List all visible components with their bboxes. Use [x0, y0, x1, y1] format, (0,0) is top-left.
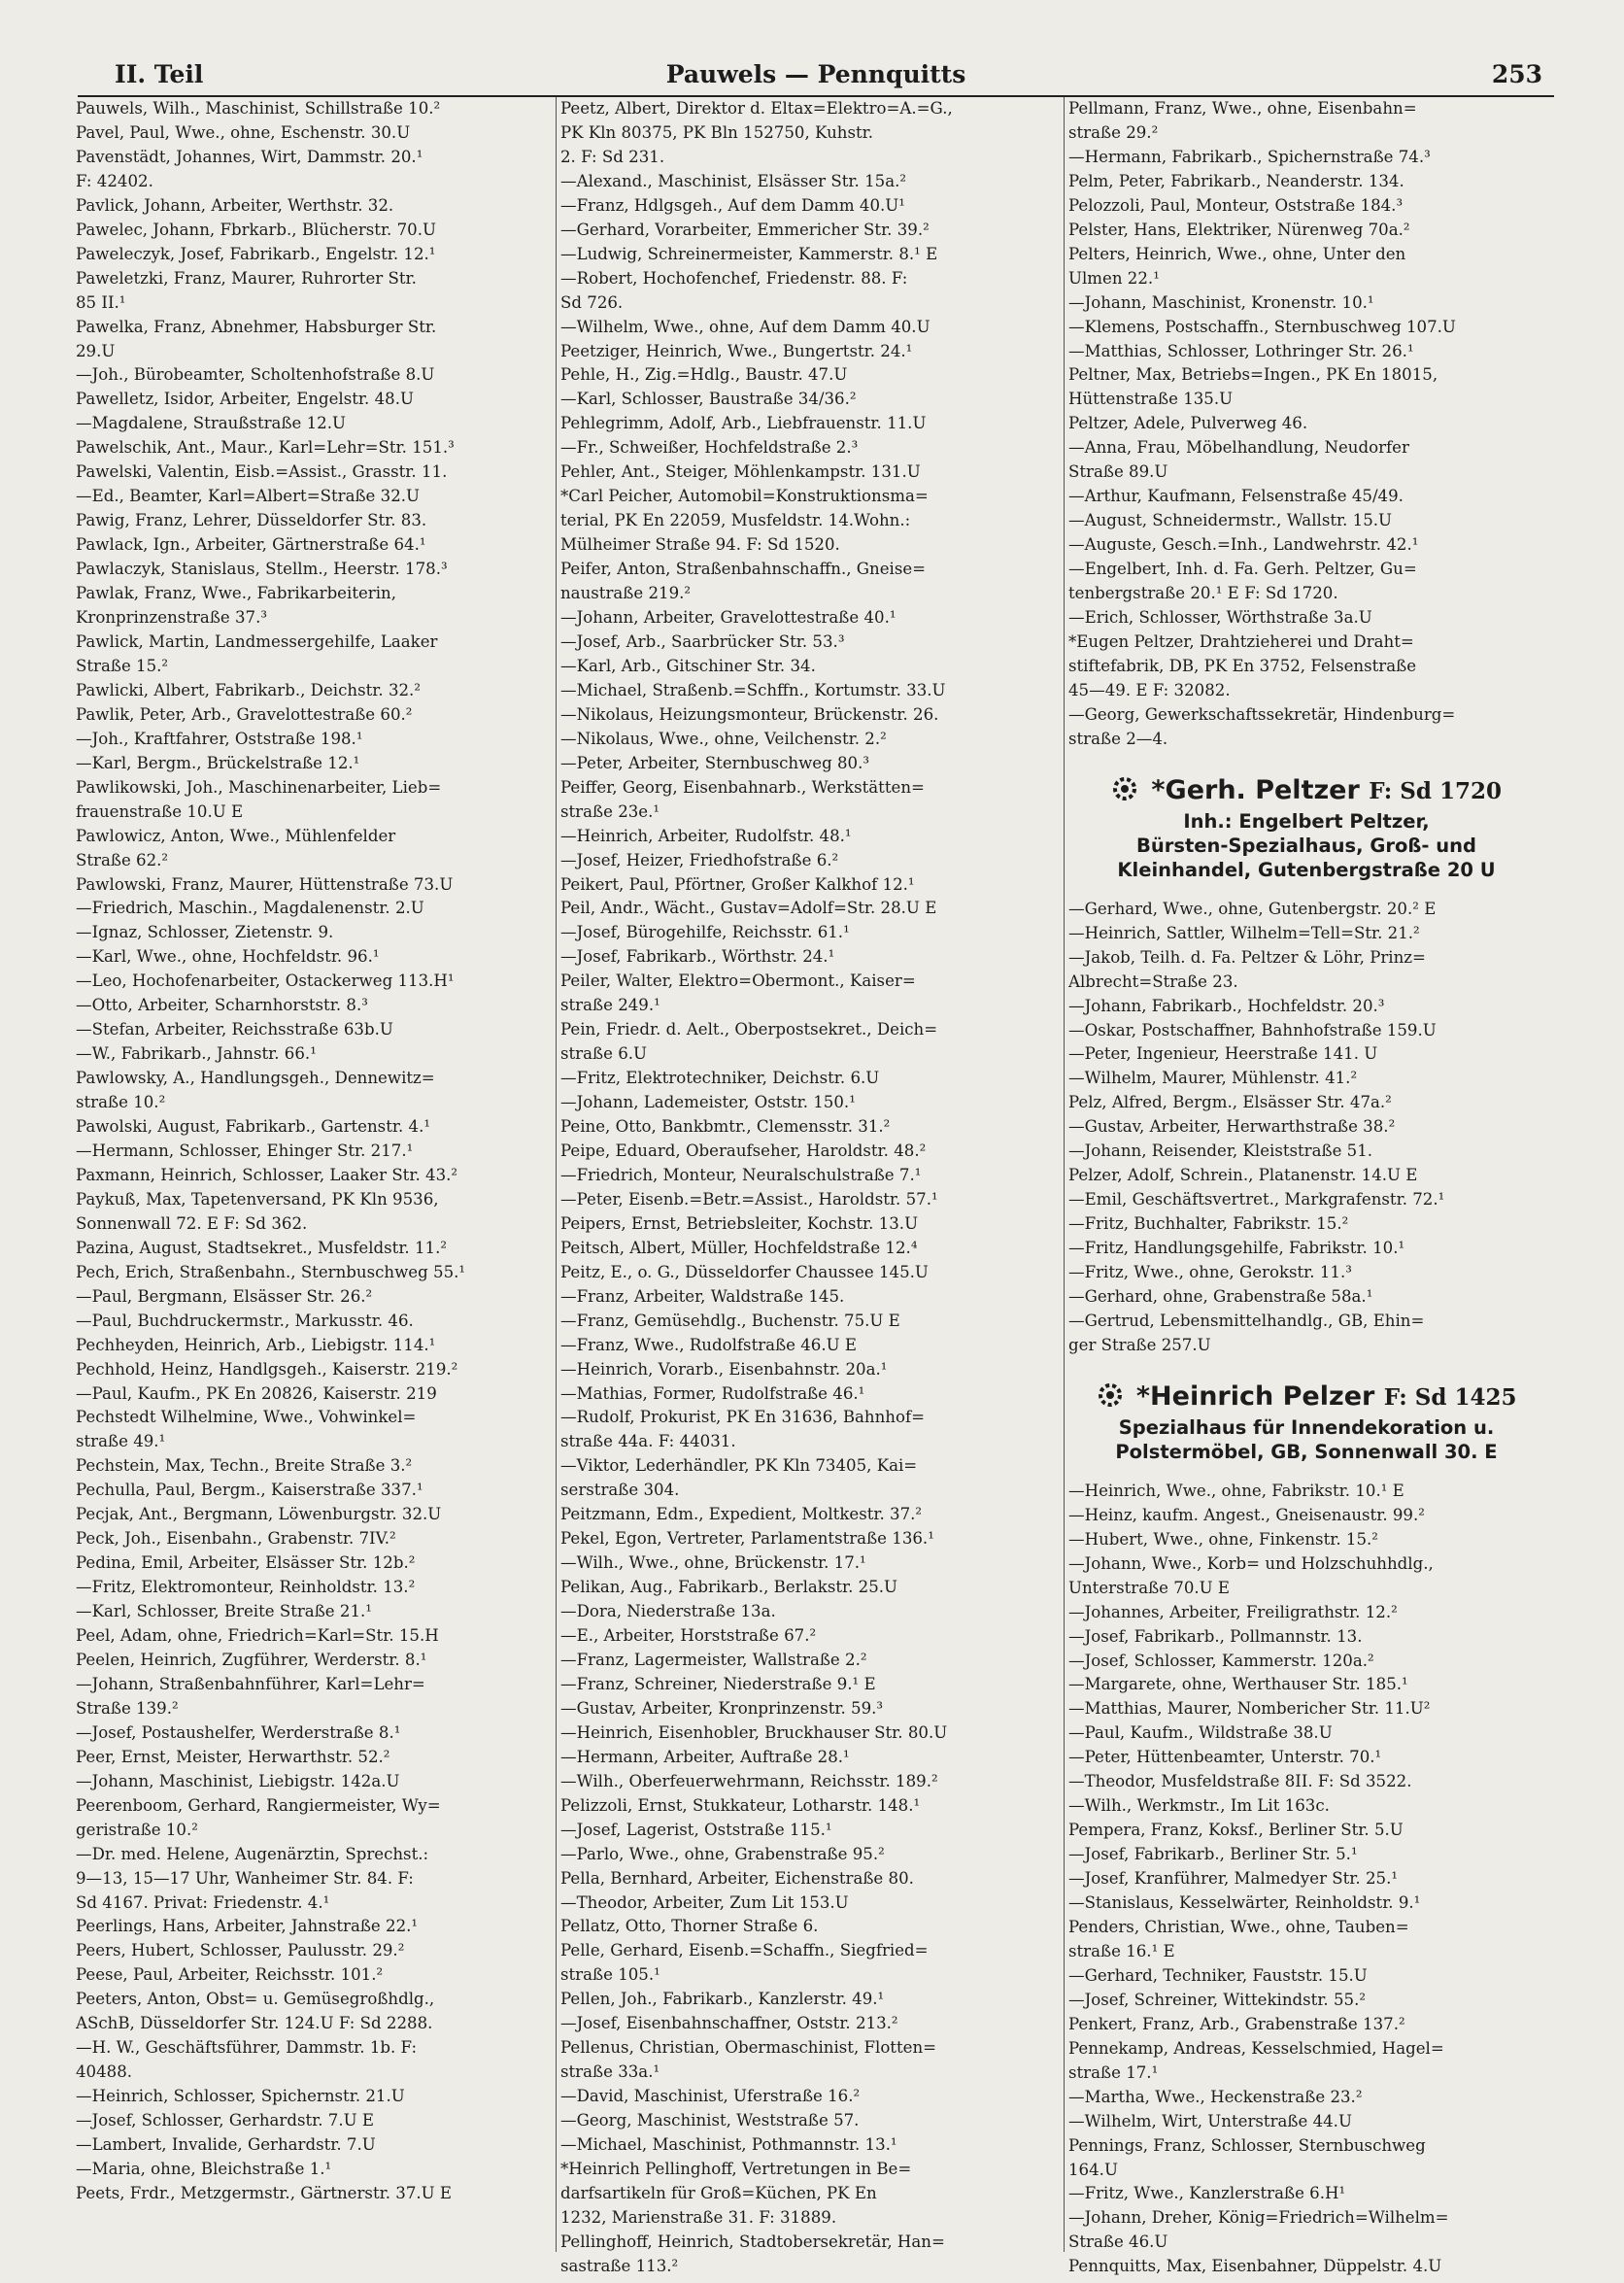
directory-entry-line: —Arthur, Kaufmann, Felsenstraße 45/49.	[1068, 487, 1404, 506]
directory-entry-line: —Heinz, kaufm. Angest., Gneisenaustr. 99.²	[1068, 1505, 1425, 1524]
directory-entry-line: Pechheyden, Heinrich, Arb., Liebigstr. 114.¹	[76, 1335, 436, 1354]
directory-entry-line: —Gustav, Arbeiter, Kronprinzenstr. 59.³	[560, 1698, 884, 1718]
directory-entry-line: —Josef, Schlosser, Kammerstr. 120a.²	[1068, 1651, 1374, 1670]
directory-entry-line: —Mathias, Former, Rudolfstraße 46.¹	[560, 1383, 865, 1403]
column-1	[76, 97, 552, 2206]
directory-entry-line: —Fritz, Elektrotechniker, Deichstr. 6.U	[560, 1069, 880, 1088]
directory-entry-line: 1232, Marienstraße 31. F: 31889.	[560, 2207, 837, 2227]
directory-entry-line: Unterstraße 70.U E	[1068, 1578, 1231, 1597]
directory-entry-line: Peck, Joh., Eisenbahn., Grabenstr. 7IV.²	[76, 1529, 396, 1549]
directory-entry-line: —Heinrich, Wwe., ohne, Fabrikstr. 10.¹ E	[1068, 1481, 1404, 1500]
ad-company-name: *Gerh. Peltzer	[1151, 774, 1360, 805]
directory-entry-line: —Theodor, Arbeiter, Zum Lit 153.U	[560, 1892, 849, 1912]
directory-entry-line: Peltner, Max, Betriebs=Ingen., PK En 18015,	[1068, 365, 1438, 385]
directory-entry-line: Pellatz, Otto, Thorner Straße 6.	[560, 1917, 819, 1936]
directory-entry-line: Pech, Erich, Straßenbahn., Sternbuschweg 55.¹	[76, 1262, 466, 1281]
directory-entry-line: —Johann, Fabrikarb., Hochfeldstr. 20.³	[1068, 996, 1385, 1015]
directory-entry-line: —Johann, Wwe., Korb= und Holzschuhhdlg.,	[1068, 1553, 1434, 1573]
directory-entry-line: straße 17.¹	[1068, 2062, 1159, 2082]
directory-entry-line: 85 II.¹	[76, 292, 126, 312]
directory-entry-line: PK Kln 80375, PK Bln 152750, Kuhstr.	[560, 122, 874, 142]
directory-entry-line: Pellinghoff, Heinrich, Stadtobersekretär, Han=	[560, 2232, 945, 2251]
directory-entry-line: —Johann, Reisender, Kleiststraße 51.	[1068, 1142, 1373, 1161]
directory-entry-line: —Johannes, Arbeiter, Freiligrathstr. 12.²	[1068, 1602, 1398, 1621]
directory-entry-line: Pecjak, Ant., Bergmann, Löwenburgstr. 32.U	[76, 1505, 442, 1524]
directory-entry-line: Paweleczyk, Josef, Fabrikarb., Engelstr. 12.¹	[76, 244, 436, 263]
directory-entry-line: —Joh., Kraftfahrer, Oststraße 198.¹	[76, 729, 363, 748]
directory-entry-line: Peltzer, Adele, Pulverweg 46.	[1068, 414, 1308, 433]
directory-entry-line: 29.U	[76, 341, 116, 360]
directory-entry-line: —Matthias, Maurer, Nombericher Str. 11.U²	[1068, 1699, 1431, 1719]
directory-entry-line: Penders, Christian, Wwe., ohne, Tauben=	[1068, 1918, 1409, 1936]
seal-icon	[1111, 775, 1138, 802]
directory-entry-line: —Josef, Lagerist, Oststraße 115.¹	[560, 1820, 832, 1839]
directory-entry-line: —Hermann, Schlosser, Ehinger Str. 217.¹	[76, 1141, 414, 1160]
directory-entry-line: —Peter, Eisenb.=Betr.=Assist., Haroldstr. 57.¹	[560, 1189, 938, 1209]
directory-entry-line: —Gustav, Arbeiter, Herwarthstraße 38.²	[1068, 1117, 1396, 1137]
directory-entry-line: Straße 89.U	[1068, 462, 1168, 482]
directory-entry-line: Pelle, Gerhard, Eisenb.=Schaffn., Siegfried=	[560, 1941, 929, 1960]
directory-entry-line: —Josef, Kranführer, Malmedyer Str. 25.¹	[1068, 1869, 1399, 1889]
directory-entry-line: *Heinrich Pellinghoff, Vertretungen in Be=	[560, 2160, 912, 2179]
directory-entry-line: —Wilh., Werkmstr., Im Lit 163c.	[1068, 1796, 1330, 1816]
directory-entry-line: —Engelbert, Inh. d. Fa. Gerh. Peltzer, Gu=	[1068, 560, 1417, 579]
directory-entry-line: —Johann, Lademeister, Oststr. 150.¹	[560, 1093, 856, 1112]
directory-entry-line: 164.U	[1068, 2160, 1118, 2179]
directory-entry-line: —Friedrich, Maschin., Magdalenenstr. 2.U	[76, 899, 424, 918]
directory-entry-line: —Wilh., Oberfeuerwehrmann, Reichsstr. 189.²	[560, 1771, 938, 1790]
directory-entry-line: straße 33a.¹	[560, 2062, 660, 2082]
directory-entry-line: —W., Fabrikarb., Jahnstr. 66.¹	[76, 1044, 317, 1064]
directory-entry-line: 2. F: Sd 231.	[560, 147, 665, 166]
directory-entry-line: —Peter, Ingenieur, Heerstraße 141. U	[1068, 1044, 1378, 1064]
directory-entry-line: Pelster, Hans, Elektriker, Nürenweg 70a.²	[1068, 220, 1410, 239]
directory-entry-line: —Heinrich, Schlosser, Spichernstr. 21.U	[76, 2087, 405, 2106]
directory-entry-line: Pellen, Joh., Fabrikarb., Kanzlerstr. 49.¹	[560, 1990, 885, 2009]
directory-entry-line: —Franz, Lagermeister, Wallstraße 2.²	[560, 1651, 867, 1669]
directory-entry-line: Peikert, Paul, Pförtner, Großer Kalkhof 12.¹	[560, 874, 915, 894]
directory-entry-line: Pelizzoli, Ernst, Stukkateur, Lotharstr. 148.¹	[560, 1795, 921, 1815]
directory-entry-line: Pellenus, Christian, Obermaschinist, Flotten=	[560, 2038, 937, 2058]
directory-entry-line: Sd 4167. Privat: Friedenstr. 4.¹	[76, 1892, 330, 1912]
directory-entry-line: Peerlings, Hans, Arbeiter, Jahnstraße 22.¹	[76, 1917, 419, 1936]
directory-entry-line: —Gerhard, Techniker, Fauststr. 15.U	[1068, 1965, 1368, 1985]
directory-entry-line: straße 105.¹	[560, 1965, 660, 1985]
directory-entry-line: terial, PK En 22059, Musfeldstr. 14.Wohn.:	[560, 511, 911, 530]
directory-entry-line: —Alexand., Maschinist, Elsässer Str. 15a.²	[560, 171, 907, 190]
directory-entry-line: —Friedrich, Monteur, Neuralschulstraße 7.¹	[560, 1165, 922, 1184]
directory-entry-line: Pawig, Franz, Lehrer, Düsseldorfer Str. 83.	[76, 511, 427, 530]
directory-entry-line: —Georg, Maschinist, Weststraße 57.	[560, 2111, 860, 2130]
directory-entry-line: straße 6.U	[560, 1044, 648, 1064]
directory-entry-line: stiftefabrik, DB, PK En 3752, Felsenstraße	[1068, 656, 1417, 675]
directory-entry-line: —Michael, Maschinist, Pothmannstr. 13.¹	[560, 2135, 897, 2155]
directory-entry-line: —Hermann, Arbeiter, Auftraße 28.¹	[560, 1747, 850, 1766]
directory-entry-line: —Margarete, ohne, Werthauser Str. 185.¹	[1068, 1675, 1408, 1694]
directory-entry-line: Peipe, Eduard, Oberaufseher, Haroldstr. 48.²	[560, 1141, 927, 1160]
directory-entry-line: —Heinrich, Vorarb., Eisenbahnstr. 20a.¹	[560, 1359, 888, 1379]
directory-entry-line: Peiffer, Georg, Eisenbahnarb., Werkstätten=	[560, 777, 925, 797]
directory-entry-line: Sd 726.	[560, 292, 624, 312]
directory-entry-line: —Karl, Bergm., Brückelstraße 12.¹	[76, 753, 360, 772]
directory-entry-line: —Klemens, Postschaffn., Sternbuschweg 107.U	[1068, 317, 1456, 336]
directory-entry-line: —Nikolaus, Heizungsmonteur, Brückenstr. 26.	[560, 704, 939, 724]
directory-entry-line: sastraße 113.²	[560, 2256, 679, 2275]
directory-entry-line: Peil, Andr., Wächt., Gustav=Adolf=Str. 28.U E	[560, 899, 937, 918]
column-2	[560, 97, 1036, 2279]
directory-entry-line: Pellmann, Franz, Wwe., ohne, Eisenbahn=	[1068, 99, 1417, 118]
directory-entry-line: —Franz, Wwe., Rudolfstraße 46.U E	[560, 1335, 858, 1354]
directory-entry-line: —Josef, Schreiner, Wittekindstr. 55.²	[1068, 1990, 1367, 2009]
directory-entry-line: Pawelka, Franz, Abnehmer, Habsburger Str.	[76, 317, 437, 336]
directory-entry-line: —Peter, Hüttenbeamter, Unterstr. 70.¹	[1068, 1748, 1382, 1767]
directory-entry-line: Pechstein, Max, Techn., Breite Straße 3.²	[76, 1456, 413, 1476]
page-header	[78, 60, 1554, 97]
directory-entry-line: Pennings, Franz, Schlosser, Sternbuschweg	[1068, 2135, 1426, 2155]
directory-entry-line: —Joh., Bürobeamter, Scholtenhofstraße 8.U	[76, 365, 435, 385]
directory-entry-line: —Gerhard, Wwe., ohne, Gutenbergstr. 20.² E	[1068, 899, 1437, 918]
directory-entry-line: Peiler, Walter, Elektro=Obermont., Kaiser=	[560, 971, 916, 991]
directory-entry-line: geristraße 10.²	[76, 1820, 198, 1839]
directory-entry-line: tenbergstraße 20.¹ E F: Sd 1720.	[1068, 584, 1338, 603]
column-divider	[556, 97, 557, 2252]
directory-entry-line: Pechstedt Wilhelmine, Wwe., Vohwinkel=	[76, 1408, 417, 1427]
directory-entry-line: Pavel, Paul, Wwe., ohne, Eschenstr. 30.U	[76, 122, 411, 142]
directory-entry-line: Penkert, Franz, Arb., Grabenstraße 137.²	[1068, 2014, 1405, 2033]
directory-entry-line: —Paul, Kaufm., Wildstraße 38.U	[1068, 1723, 1333, 1743]
directory-entry-line: Pauwels, Wilh., Maschinist, Schillstraße 10.²	[76, 99, 441, 118]
directory-entry-line: Pawlik, Peter, Arb., Gravelottestraße 60.²	[76, 704, 413, 724]
directory-entry-line: —Otto, Arbeiter, Scharnhorststr. 8.³	[76, 996, 368, 1015]
seal-icon	[1097, 1381, 1124, 1409]
directory-entry-line: straße 2—4.	[1068, 729, 1168, 748]
directory-entry-line: Mülheimer Straße 94. F: Sd 1520.	[560, 535, 840, 555]
ad-text-line: Inh.: Engelbert Peltzer,	[1183, 809, 1430, 833]
directory-entry-line: Peifer, Anton, Straßenbahnschaffn., Gneise=	[560, 560, 927, 579]
directory-entry-line: Pelzer, Adolf, Schrein., Platanenstr. 14.U E	[1068, 1166, 1418, 1185]
directory-entry-line: Pazina, August, Stadtsekret., Musfeldstr. 11.²	[76, 1238, 448, 1257]
directory-entry-line: Peine, Otto, Bankbmtr., Clemensstr. 31.²	[560, 1117, 891, 1137]
directory-entry-line: —Josef, Eisenbahnschaffner, Oststr. 213.²	[560, 2014, 898, 2033]
directory-entry-line: Pawelski, Valentin, Eisb.=Assist., Grasstr. 11.	[76, 462, 448, 482]
directory-entry-line: —Josef, Postaushelfer, Werderstraße 8.¹	[76, 1722, 401, 1742]
advertisement-peltzer	[1068, 773, 1544, 882]
directory-entry-line: Peel, Adam, ohne, Friedrich=Karl=Str. 15.H	[76, 1626, 439, 1646]
directory-entry-line: Sonnenwall 72. E F: Sd 362.	[76, 1213, 308, 1233]
directory-entry-line: Peetziger, Heinrich, Wwe., Bungertstr. 24.¹	[560, 341, 913, 360]
directory-entry-line: —Martha, Wwe., Heckenstraße 23.²	[1068, 2087, 1363, 2106]
directory-entry-line: —Ignaz, Schlosser, Zietenstr. 9.	[76, 923, 334, 942]
directory-entry-line: Pekel, Egon, Vertreter, Parlamentstraße 136.¹	[560, 1529, 934, 1549]
directory-entry-line: —Magdalene, Straußstraße 12.U	[76, 414, 346, 433]
directory-entry-line: —Josef, Fabrikarb., Berliner Str. 5.¹	[1068, 1845, 1358, 1864]
column-3-section-c	[1068, 1480, 1544, 2279]
directory-entry-line: ASchB, Düsseldorfer Str. 124.U F: Sd 2288.	[76, 2014, 433, 2033]
directory-entry-line: serstraße 304.	[560, 1481, 680, 1500]
directory-entry-line: —David, Maschinist, Uferstraße 16.²	[560, 2087, 861, 2106]
directory-entry-line: —Fr., Schweißer, Hochfeldstraße 2.³	[560, 438, 859, 458]
directory-entry-line: Pella, Bernhard, Arbeiter, Eichenstraße 80.	[560, 1868, 914, 1888]
directory-entry-line: Peese, Paul, Arbeiter, Reichsstr. 101.²	[76, 1965, 384, 1985]
ad-text-line: Polstermöbel, GB, Sonnenwall 30. E	[1115, 1440, 1498, 1463]
directory-entry-line: ger Straße 257.U	[1068, 1335, 1211, 1354]
column-3-section-a	[1068, 97, 1544, 752]
directory-entry-line: Pawlowicz, Anton, Wwe., Mühlenfelder	[76, 826, 396, 845]
directory-entry-line: Pawolski, August, Fabrikarb., Gartenstr. 4.¹	[76, 1117, 431, 1137]
directory-entry-line: —Johann, Dreher, König=Friedrich=Wilhelm=	[1068, 2208, 1449, 2228]
directory-entry-line: Pawlak, Franz, Wwe., Fabrikarbeiterin,	[76, 584, 397, 603]
directory-entry-line: Pawlicki, Albert, Fabrikarb., Deichstr. 32.²	[76, 680, 421, 699]
directory-entry-line: Peeters, Anton, Obst= u. Gemüsegroßhdlg.,	[76, 1990, 435, 2009]
ad-text-line: Kleinhandel, Gutenbergstraße 20 U	[1117, 858, 1496, 881]
directory-entry-line: —Fritz, Wwe., ohne, Gerokstr. 11.³	[1068, 1263, 1352, 1282]
directory-entry-line: F: 42402.	[76, 171, 153, 190]
directory-entry-line: —Michael, Straßenb.=Schffn., Kortumstr. 33.U	[560, 680, 946, 699]
directory-entry-line: —Wilh., Wwe., ohne, Brückenstr. 17.¹	[560, 1553, 866, 1573]
directory-entry-line: —Heinrich, Eisenhobler, Bruckhauser Str. 80.U	[560, 1722, 948, 1742]
directory-entry-line: —Parlo, Wwe., ohne, Grabenstraße 95.²	[560, 1844, 885, 1863]
directory-entry-line: —Gerhard, ohne, Grabenstraße 58a.¹	[1068, 1286, 1373, 1306]
directory-entry-line: straße 29.²	[1068, 122, 1159, 142]
column-3-section-b	[1068, 898, 1544, 1358]
directory-entry-line: —Gertrud, Lebensmittelhandlg., GB, Ehin=	[1068, 1311, 1425, 1330]
directory-entry-line: —Gerhard, Vorarbeiter, Emmericher Str. 39.²	[560, 220, 930, 239]
directory-entry-line: Straße 46.U	[1068, 2232, 1168, 2252]
directory-entry-line: *Carl Peicher, Automobil=Konstruktionsma=	[560, 487, 929, 506]
name-range: Pauwels — Pennquitts	[665, 60, 966, 88]
directory-entry-line: —Robert, Hochofenchef, Friedenstr. 88. F:	[560, 268, 908, 288]
directory-entry-line: —Karl, Schlosser, Baustraße 34/36.²	[560, 390, 857, 409]
directory-entry-line: Pempera, Franz, Koksf., Berliner Str. 5.U	[1068, 1821, 1404, 1840]
directory-entry-line: 45—49. E F: 32082.	[1068, 680, 1231, 699]
directory-entry-line: —Jakob, Teilh. d. Fa. Peltzer & Löhr, Prinz=	[1068, 947, 1426, 967]
directory-entry-line: —Dr. med. Helene, Augenärztin, Sprechst.:	[76, 1844, 429, 1863]
directory-entry-line: Pawlack, Ign., Arbeiter, Gärtnerstraße 64.¹	[76, 535, 426, 555]
directory-entry-line: —Viktor, Lederhändler, PK Kln 73405, Kai=	[560, 1456, 918, 1476]
directory-entry-line: —Franz, Hdlgsgeh., Auf dem Damm 40.U¹	[560, 195, 905, 215]
directory-entry-line: naustraße 219.²	[560, 584, 692, 603]
directory-entry-line: —Nikolaus, Wwe., ohne, Veilchenstr. 2.²	[560, 729, 887, 748]
directory-entry-line: Straße 15.²	[76, 656, 169, 675]
directory-entry-line: straße 44a. F: 44031.	[560, 1432, 736, 1451]
directory-entry-line: Pedina, Emil, Arbeiter, Elsässer Str. 12b.²	[76, 1553, 416, 1573]
directory-entry-line: Paxmann, Heinrich, Schlosser, Laaker Str. 43.²	[76, 1165, 458, 1184]
directory-entry-line: —Matthias, Schlosser, Lothringer Str. 26.¹	[1068, 341, 1414, 360]
directory-entry-line: —Fritz, Wwe., Kanzlerstraße 6.H¹	[1068, 2184, 1346, 2203]
directory-entry-line: —Heinrich, Sattler, Wilhelm=Tell=Str. 21.²	[1068, 923, 1420, 942]
directory-entry-line: —Ludwig, Schreinermeister, Kammerstr. 8.¹ E	[560, 244, 938, 263]
directory-entry-line: Pavenstädt, Johannes, Wirt, Dammstr. 20.¹	[76, 147, 423, 166]
directory-entry-line: —Johann, Maschinist, Liebigstr. 142a.U	[76, 1771, 400, 1790]
directory-entry-line: —Heinrich, Arbeiter, Rudolfstr. 48.¹	[560, 826, 852, 845]
directory-entry-line: —Josef, Schlosser, Gerhardstr. 7.U E	[76, 2111, 375, 2130]
directory-entry-line: Peelen, Heinrich, Zugführer, Werderstr. 8.¹	[76, 1651, 427, 1669]
directory-entry-line: Peitsch, Albert, Müller, Hochfeldstraße 12.⁴	[560, 1238, 918, 1257]
directory-entry-line: Pelozzoli, Paul, Monteur, Oststraße 184.³	[1068, 195, 1404, 215]
directory-entry-line: Pawlowsky, A., Handlungsgeh., Dennewitz=	[76, 1069, 435, 1088]
directory-entry-line: Peitz, E., o. G., Düsseldorfer Chaussee 145.U	[560, 1262, 929, 1281]
directory-entry-line: Pawelec, Johann, Fbrkarb., Blücherstr. 70.U	[76, 220, 436, 239]
directory-entry-line: Pawelschik, Ant., Maur., Karl=Lehr=Str. 151.³	[76, 438, 455, 458]
directory-entry-line: —Georg, Gewerkschaftssekretär, Hindenburg=	[1068, 704, 1456, 724]
directory-entry-line: —Hermann, Fabrikarb., Spichernstraße 74.³	[1068, 147, 1431, 166]
directory-entry-line: —E., Arbeiter, Horststraße 67.²	[560, 1626, 817, 1646]
directory-entry-line: —Karl, Schlosser, Breite Straße 21.¹	[76, 1602, 372, 1621]
directory-entry-line: —Oskar, Postschaffner, Bahnhofstraße 159.U	[1068, 1020, 1437, 1039]
directory-entry-line: Pennekamp, Andreas, Kesselschmied, Hagel=	[1068, 2038, 1444, 2058]
directory-entry-line: Pawlowski, Franz, Maurer, Hüttenstraße 73.U	[76, 874, 454, 894]
directory-entry-line: —Hubert, Wwe., ohne, Finkenstr. 15.²	[1068, 1529, 1378, 1549]
directory-entry-line: —Wilhelm, Maurer, Mühlenstr. 41.²	[1068, 1069, 1358, 1088]
ad-phone: F: Sd 1720	[1369, 777, 1502, 804]
directory-entry-line: —Josef, Fabrikarb., Pollmannstr. 13.	[1068, 1626, 1363, 1646]
directory-entry-line: Peetz, Albert, Direktor d. Eltax=Elektro=A.=G.,	[560, 99, 953, 118]
directory-entry-line: straße 49.¹	[76, 1432, 166, 1451]
directory-entry-line: —Paul, Buchdruckermstr., Markusstr. 46.	[76, 1311, 414, 1330]
directory-entry-line: —Anna, Frau, Möbelhandlung, Neudorfer	[1068, 438, 1409, 458]
advertisement-pelzer	[1068, 1380, 1544, 1464]
directory-entry-line: —Johann, Straßenbahnführer, Karl=Lehr=	[76, 1674, 425, 1693]
directory-entry-line: —Johann, Arbeiter, Gravelottestraße 40.¹	[560, 608, 897, 628]
directory-entry-line: —Josef, Bürogehilfe, Reichsstr. 61.¹	[560, 923, 850, 942]
page-number: 253	[1491, 60, 1542, 88]
directory-entry-line: Pechhold, Heinz, Handlgsgeh., Kaiserstr. 219.²	[76, 1359, 458, 1379]
directory-entry-line: Pelz, Alfred, Bergm., Elsässer Str. 47a.²	[1068, 1093, 1392, 1112]
directory-entry-line: —H. W., Geschäftsführer, Dammstr. 1b. F:	[76, 2038, 418, 2058]
directory-entry-line: —Franz, Schreiner, Niederstraße 9.¹ E	[560, 1674, 876, 1693]
directory-entry-line: —Erich, Schlosser, Wörthstraße 3a.U	[1068, 608, 1372, 628]
directory-entry-line: Peitzmann, Edm., Expedient, Moltkestr. 37.²	[560, 1505, 923, 1524]
directory-entry-line: —Stanislaus, Kesselwärter, Reinholdstr. 9.¹	[1068, 1893, 1421, 1913]
directory-entry-line: straße 10.²	[76, 1093, 166, 1112]
directory-entry-line: Pawelletz, Isidor, Arbeiter, Engelstr. 48.U	[76, 390, 414, 409]
directory-entry-line: Paweletzki, Franz, Maurer, Ruhrorter Str.	[76, 268, 417, 288]
directory-entry-line: Peipers, Ernst, Betriebsleiter, Kochstr. 13.U	[560, 1213, 919, 1233]
directory-entry-line: Peer, Ernst, Meister, Herwarthstr. 52.²	[76, 1747, 390, 1766]
directory-entry-line: Pelters, Heinrich, Wwe., ohne, Unter den	[1068, 244, 1406, 263]
directory-entry-line: —Josef, Fabrikarb., Wörthstr. 24.¹	[560, 947, 835, 967]
part-label: II. Teil	[115, 60, 204, 88]
directory-entry-line: Pavlick, Johann, Arbeiter, Werthstr. 32.	[76, 195, 394, 215]
ad-phone: F: Sd 1425	[1383, 1383, 1517, 1411]
directory-entry-line: —Peter, Arbeiter, Sternbuschweg 80.³	[560, 753, 870, 772]
directory-entry-line: —Wilhelm, Wwe., ohne, Auf dem Damm 40.U	[560, 317, 930, 336]
directory-entry-line: Pechulla, Paul, Bergm., Kaiserstraße 337.¹	[76, 1481, 423, 1500]
directory-entry-line: Pennquitts, Max, Eisenbahner, Düppelstr. 4.U	[1068, 2257, 1442, 2276]
directory-entry-line: —Paul, Kaufm., PK En 20826, Kaiserstr. 219	[76, 1383, 437, 1403]
directory-entry-line: —Johann, Maschinist, Kronenstr. 10.¹	[1068, 292, 1374, 312]
directory-entry-line: —Fritz, Elektromonteur, Reinholdstr. 13.²	[76, 1578, 416, 1597]
directory-entry-line: —Dora, Niederstraße 13a.	[560, 1602, 776, 1621]
directory-entry-line: Paykuß, Max, Tapetenversand, PK Kln 9536,	[76, 1189, 439, 1209]
ad-company-name: *Heinrich Pelzer	[1135, 1380, 1375, 1412]
ad-text-line: Spezialhaus für Innendekoration u.	[1118, 1415, 1495, 1439]
directory-entry-line: Ulmen 22.¹	[1068, 268, 1160, 288]
directory-entry-line: —Auguste, Gesch.=Inh., Landwehrstr. 42.¹	[1068, 535, 1419, 555]
directory-entry-line: Pawlaczyk, Stanislaus, Stellm., Heerstr. 178.³	[76, 560, 448, 579]
directory-entry-line: 40488.	[76, 2062, 133, 2082]
directory-entry-line: Pelm, Peter, Fabrikarb., Neanderstr. 134.	[1068, 171, 1404, 190]
directory-entry-line: —Stefan, Arbeiter, Reichsstraße 63b.U	[76, 1020, 393, 1039]
directory-entry-line: —Karl, Arb., Gitschiner Str. 34.	[560, 656, 816, 675]
directory-entry-line: —Ed., Beamter, Karl=Albert=Straße 32.U	[76, 487, 421, 506]
directory-entry-line: —Maria, ohne, Bleichstraße 1.¹	[76, 2160, 332, 2179]
directory-entry-line: —Leo, Hochofenarbeiter, Ostackerweg 113.H¹	[76, 971, 455, 991]
directory-entry-line: frauenstraße 10.U E	[76, 801, 244, 821]
directory-entry-line: *Eugen Peltzer, Drahtzieherei und Draht=	[1068, 631, 1414, 651]
directory-entry-line: Pein, Friedr. d. Aelt., Oberpostsekret., Deich=	[560, 1020, 938, 1039]
directory-entry-line: straße 16.¹ E	[1068, 1941, 1175, 1960]
directory-entry-line: —Karl, Wwe., ohne, Hochfeldstr. 96.¹	[76, 947, 380, 967]
column-3	[1068, 97, 1544, 2279]
directory-entry-line: Pehle, H., Zig.=Hdlg., Baustr. 47.U	[560, 365, 848, 385]
directory-entry-line: Albrecht=Straße 23.	[1068, 971, 1238, 991]
directory-entry-line: Peets, Frdr., Metzgermstr., Gärtnerstr. 37.U E	[76, 2183, 453, 2202]
directory-entry-line: Pawlick, Martin, Landmessergehilfe, Laaker	[76, 631, 438, 651]
directory-entry-line: —Fritz, Buchhalter, Fabrikstr. 15.²	[1068, 1214, 1349, 1234]
directory-entry-line: Pehler, Ant., Steiger, Möhlenkampstr. 131.U	[560, 462, 921, 482]
directory-entry-line: —Paul, Bergmann, Elsässer Str. 26.²	[76, 1286, 373, 1306]
directory-entry-line: —Wilhelm, Wirt, Unterstraße 44.U	[1068, 2111, 1352, 2130]
directory-entry-line: —Josef, Arb., Saarbrücker Str. 53.³	[560, 631, 845, 651]
directory-entry-line: —Lambert, Invalide, Gerhardstr. 7.U	[76, 2135, 376, 2155]
directory-entry-line: straße 249.¹	[560, 996, 660, 1015]
directory-entry-line: Straße 139.²	[76, 1698, 179, 1718]
column-divider	[1064, 97, 1065, 2252]
directory-entry-line: —Emil, Geschäftsvertret., Markgrafenstr. 72.¹	[1068, 1190, 1445, 1210]
directory-entry-line: —Franz, Gemüsehdlg., Buchenstr. 75.U E	[560, 1311, 900, 1330]
directory-entry-line: —Rudolf, Prokurist, PK En 31636, Bahnhof=	[560, 1408, 926, 1427]
directory-entry-line: —August, Schneidermstr., Wallstr. 15.U	[1068, 511, 1393, 530]
directory-entry-line: Peers, Hubert, Schlosser, Paulusstr. 29.²	[76, 1941, 405, 1960]
directory-entry-line: darfsartikeln für Groß=Küchen, PK En	[560, 2183, 877, 2202]
directory-entry-line: Peerenboom, Gerhard, Rangiermeister, Wy=	[76, 1795, 441, 1815]
directory-entry-line: straße 23e.¹	[560, 801, 660, 821]
directory-entry-line: Pehlegrimm, Adolf, Arb., Liebfrauenstr. 11.U	[560, 414, 927, 433]
directory-entry-line: Pawlikowski, Joh., Maschinenarbeiter, Lieb=	[76, 777, 442, 797]
directory-entry-line: Straße 62.²	[76, 850, 169, 869]
directory-entry-line: 9—13, 15—17 Uhr, Wanheimer Str. 84. F:	[76, 1868, 414, 1888]
directory-entry-line: —Fritz, Handlungsgehilfe, Fabrikstr. 10.¹	[1068, 1239, 1405, 1258]
directory-entry-line: —Josef, Heizer, Friedhofstraße 6.²	[560, 850, 839, 869]
directory-entry-line: Hüttenstraße 135.U	[1068, 390, 1234, 409]
ad-text-line: Bürsten-Spezialhaus, Groß- und	[1136, 834, 1476, 857]
directory-entry-line: Kronprinzenstraße 37.³	[76, 608, 268, 628]
directory-entry-line: —Theodor, Musfeldstraße 8II. F: Sd 3522.	[1068, 1772, 1412, 1791]
directory-entry-line: Pelikan, Aug., Fabrikarb., Berlakstr. 25.U	[560, 1578, 898, 1597]
directory-entry-line: —Franz, Arbeiter, Waldstraße 145.	[560, 1286, 845, 1306]
